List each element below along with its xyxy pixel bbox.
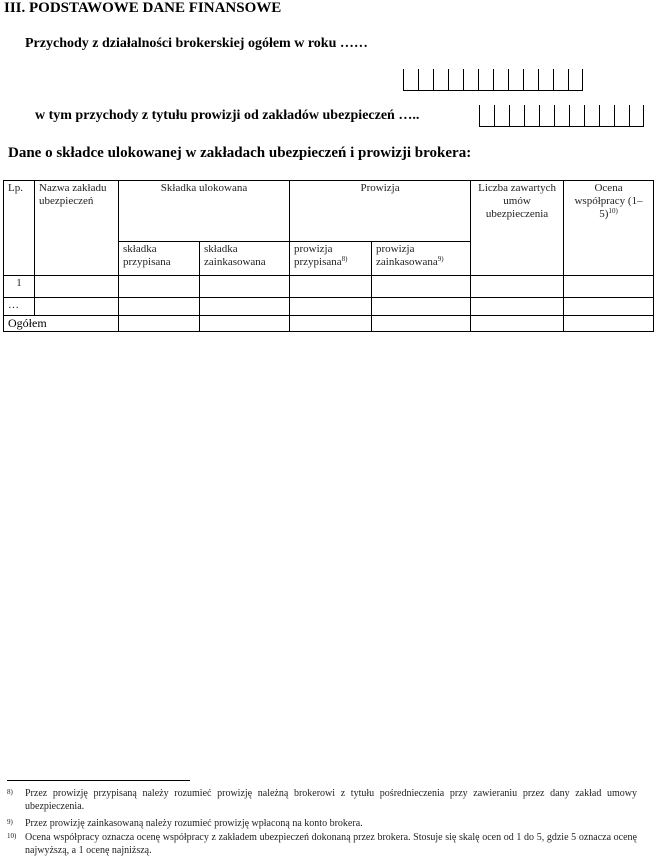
footnote-ref-10: 10) xyxy=(608,207,618,215)
revenue-total-label: Przychody z działalności brokerskiej ogółem w roku …… xyxy=(25,36,368,51)
cell-premium-collected[interactable] xyxy=(200,298,290,316)
revenue-commission-label: w tym przychody z tytułu prowizji od zakładów ubezpieczeń ….. xyxy=(35,108,420,123)
total-rating[interactable] xyxy=(564,316,654,332)
footnote-ref-8: 8) xyxy=(341,255,348,263)
footnote-text: Przez prowizję zainkasowaną należy rozumieć prowizję wpłaconą na konto brokera. xyxy=(25,818,363,829)
footnote-marker: 10) xyxy=(7,832,17,840)
cell-premium-written[interactable] xyxy=(119,298,200,316)
header-insurer-name: Nazwa zakładu ubezpieczeń xyxy=(35,181,119,276)
header-premium: Składka ulokowana xyxy=(119,181,290,242)
header-lp: Lp. xyxy=(4,181,35,276)
cell-premium-written[interactable] xyxy=(119,276,200,298)
cell-commission-written[interactable] xyxy=(290,298,372,316)
subheader-premium-collected: składka zainkasowana xyxy=(200,242,290,276)
footnote-marker: 8) xyxy=(7,788,13,796)
row-lp: … xyxy=(4,298,35,316)
revenue-total-digit-boxes[interactable] xyxy=(403,69,583,91)
revenue-commission-digit-boxes[interactable] xyxy=(479,105,644,127)
footnote-text: Ocena współpracy oznacza ocenę współpracy z zakładem ubezpieczeń dokonaną przez brokera. Stosuje się skalę ocen od 1 do 5, gdzie 5 oznacza ocenę najwyższą, a 1 ocenę najniższą. xyxy=(25,832,637,856)
total-label: Ogółem xyxy=(4,316,119,332)
total-premium-written[interactable] xyxy=(119,316,200,332)
cell-insurer-name[interactable] xyxy=(35,276,119,298)
cell-premium-collected[interactable] xyxy=(200,276,290,298)
cell-commission-collected[interactable] xyxy=(372,276,471,298)
subheader-commission-collected: prowizja zainkasowana$^{9)}$ xyxy=(372,242,471,276)
section-title: III. PODSTAWOWE DANE FINANSOWE xyxy=(4,0,282,16)
cell-rating[interactable] xyxy=(564,298,654,316)
table-title: Dane o składce ulokowanej w zakładach ubezpieczeń i prowizji brokera: xyxy=(8,145,472,161)
total-commission-collected[interactable] xyxy=(372,316,471,332)
cell-contracts[interactable] xyxy=(471,298,564,316)
footnote-10 xyxy=(7,831,637,857)
insurers-table xyxy=(3,180,654,332)
footnote-divider xyxy=(7,780,190,781)
cell-insurer-name[interactable] xyxy=(35,298,119,316)
footnote-text: Przez prowizję przypisaną należy rozumieć prowizję należną brokerowi z tytułu pośrednieczenia przy zawieraniu przez dany zakład umowy ubezpieczenia. xyxy=(25,788,637,812)
header-commission: Prowizja xyxy=(290,181,471,242)
total-contracts[interactable] xyxy=(471,316,564,332)
table-total-row xyxy=(4,316,654,332)
cell-rating[interactable] xyxy=(564,276,654,298)
cell-commission-collected[interactable] xyxy=(372,298,471,316)
footnote-ref-9: 9) xyxy=(437,255,444,263)
footnote-8 xyxy=(7,787,637,813)
table-row xyxy=(4,298,654,316)
cell-contracts[interactable] xyxy=(471,276,564,298)
header-contracts: Liczba zawartych umów ubezpieczenia xyxy=(471,181,564,276)
subheader-premium-written: składka przypisana xyxy=(119,242,200,276)
footnote-marker: 9) xyxy=(7,818,13,826)
cell-commission-written[interactable] xyxy=(290,276,372,298)
total-commission-written[interactable] xyxy=(290,316,372,332)
footnote-9 xyxy=(7,817,637,830)
header-rating: Ocena współpracy $(1-5)^{10)}$ xyxy=(564,181,654,276)
subheader-commission-written: prowizja przypisana$^{8)}$ xyxy=(290,242,372,276)
table-row xyxy=(4,276,654,298)
total-premium-collected[interactable] xyxy=(200,316,290,332)
row-lp: 1 xyxy=(4,276,35,298)
